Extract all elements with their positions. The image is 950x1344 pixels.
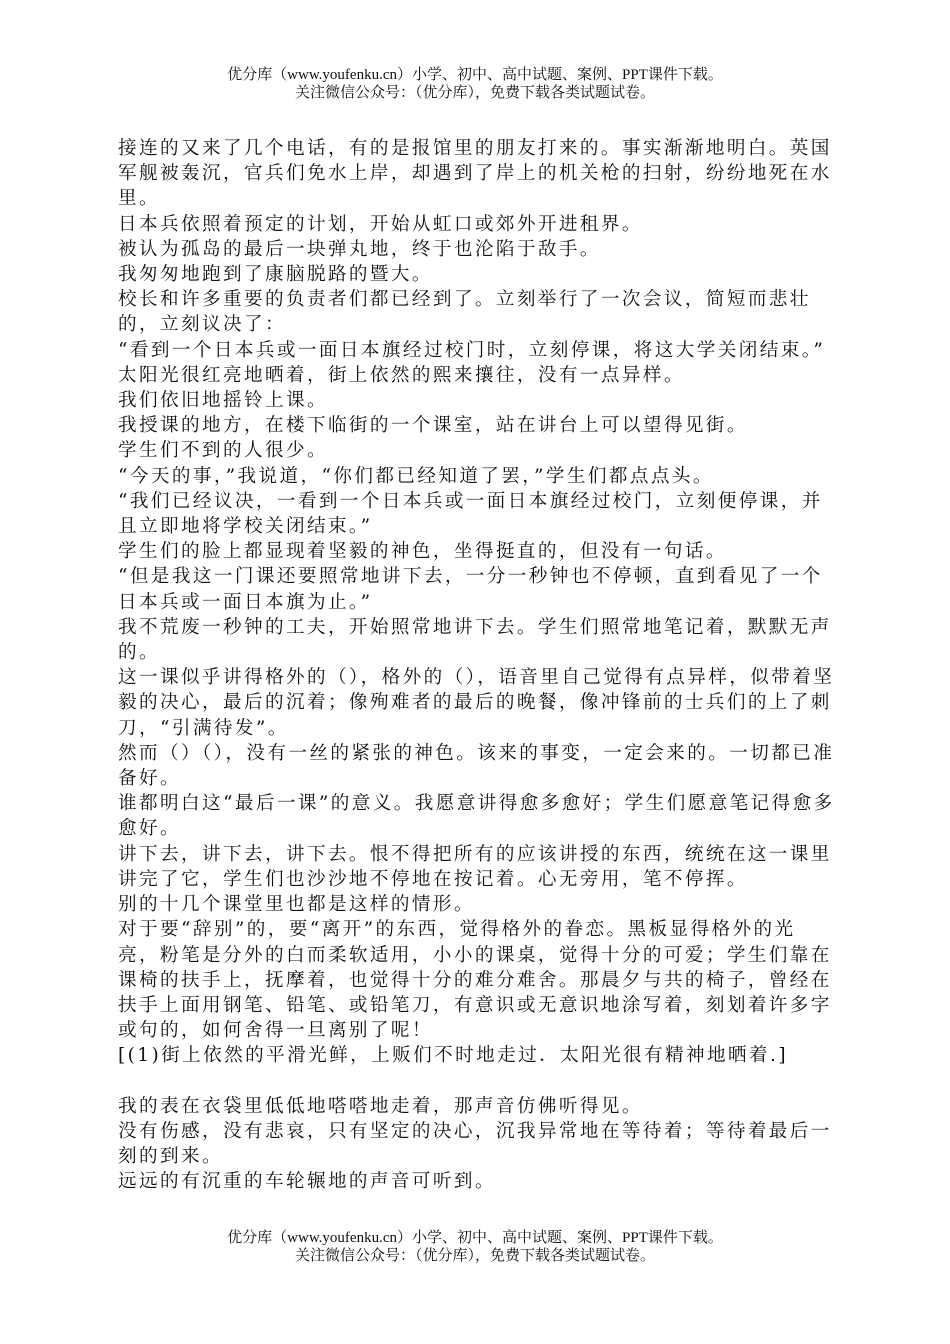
header-line-1: 优分库（www.youfenku.cn）小学、初中、高中试题、案例、PPT课件下载。 — [227, 67, 723, 83]
document-body — [118, 136, 835, 1195]
paragraph: “今天的事，”我说道，“你们都已经知道了罢，”学生们都点点头。 — [118, 465, 714, 487]
paragraph: 校长和许多重要的负责者们都已经到了。立刻举行了一次会议，简短而悲壮的，立刻议决了： — [118, 289, 811, 336]
paragraph: 谁都明白这“最后一课”的意义。我愿意讲得愈多愈好；学生们愿意笔记得愈多愈好。 — [118, 793, 835, 840]
paragraph: “我们已经议决，一看到一个日本兵或一面日本旗经过校门，立刻便停课，并且立即地将学校关闭结束。” — [118, 490, 823, 538]
footer-line-1: 优分库（www.youfenku.cn）小学、初中、高中试题、案例、PPT课件下载。 — [227, 1230, 723, 1246]
paragraph: 这一课似乎讲得格外的（），格外的（），语音里自己觉得有点异样，似带着坚毅的决心，最后的沉着；像殉难者的最后的晚餐，像冲锋前的士兵们的上了刺刀，“引满待发”。 — [118, 667, 835, 739]
paragraph: 太阳光很红亮地晒着，街上依然的熙来攘往，没有一点异样。 — [118, 364, 685, 386]
paragraph: 然而（）（），没有一丝的紧张的神色。该来的事变，一定会来的。一切都已准备好。 — [118, 742, 835, 790]
paragraph: 我的表在衣袋里低低地嗒嗒地走着，那声音仿佛听得见。 — [118, 1095, 643, 1117]
header-line-2: 关注微信公众号：（优分库），免费下载各类试题试卷。 — [294, 85, 655, 101]
paragraph: 接连的又来了几个电话，有的是报馆里的朋友打来的。事实渐渐地明白。英国军舰被轰沉，官兵们免水上岸，却遇到了岸上的机关枪的扫射，纷纷地死在水里。 — [118, 138, 832, 210]
paragraph: 讲下去，讲下去，讲下去。恨不得把所有的应该讲授的东西，统统在这一课里讲完了它，学生们也沙沙地不停地在按记着。心无旁用，笔不停挥。 — [118, 843, 832, 890]
blank-line — [118, 1069, 835, 1094]
paragraph: 学生们的脸上都显现着坚毅的神色，坐得挺直的，但没有一句话。 — [118, 541, 727, 563]
paragraph: 我授课的地方，在楼下临街的一个课室，站在讲台上可以望得见街。 — [118, 415, 748, 437]
page-header — [0, 66, 950, 102]
page-footer — [0, 1229, 950, 1265]
paragraph: 别的十几个课堂里也都是这样的情形。 — [118, 894, 475, 916]
paragraph: 没有伤感，没有悲哀，只有坚定的决心，沉我异常地在等待着；等待着最后一刻的到来。 — [118, 1120, 832, 1168]
paragraph: 学生们不到的人很少。 — [118, 440, 328, 462]
paragraph: [(1)街上依然的平滑光鲜，上贩们不时地走过．太阳光很有精神地晒着.] — [118, 1045, 788, 1067]
paragraph: “看到一个日本兵或一面日本旗经过校门时，立刻停课，将这大学关闭结束。” — [118, 339, 826, 361]
paragraph: 远远的有沉重的车轮辗地的声音可听到。 — [118, 1171, 496, 1193]
paragraph: 我们依旧地摇铃上课。 — [118, 390, 328, 412]
paragraph: 我不荒废一秒钟的工夫，开始照常地讲下去。学生们照常地笔记着，默默无声的。 — [118, 616, 832, 664]
paragraph: 对于要“辞别”的，要“离开”的东西，觉得格外的眷恋。黑板显得格外的光亮，粉笔是分外的白而柔软适用，小小的课桌，觉得十分的可爱；学生们靠在课椅的扶手上，抚摩着，也觉得十分的难分难舍。那晨夕与共的椅子，曾经在扶手上面用钢笔、铅笔、或铅笔刀，有意识或无意识地涂写着，刻划着许多字或句的，如何舍得一旦离别了呢！ — [118, 919, 832, 1042]
paragraph: 我匆匆地跑到了康脑脱路的暨大。 — [118, 264, 433, 286]
footer-line-2: 关注微信公众号：（优分库），免费下载各类试题试卷。 — [294, 1248, 655, 1264]
paragraph: “但是我这一门课还要照常地讲下去，一分一秒钟也不停顿，直到看见了一个日本兵或一面日本旗为止。” — [118, 566, 823, 613]
paragraph: 日本兵依照着预定的计划，开始从虹口或郊外开进租界。 — [118, 213, 643, 235]
paragraph: 被认为孤岛的最后一块弹丸地，终于也沦陷于敌手。 — [118, 238, 601, 260]
